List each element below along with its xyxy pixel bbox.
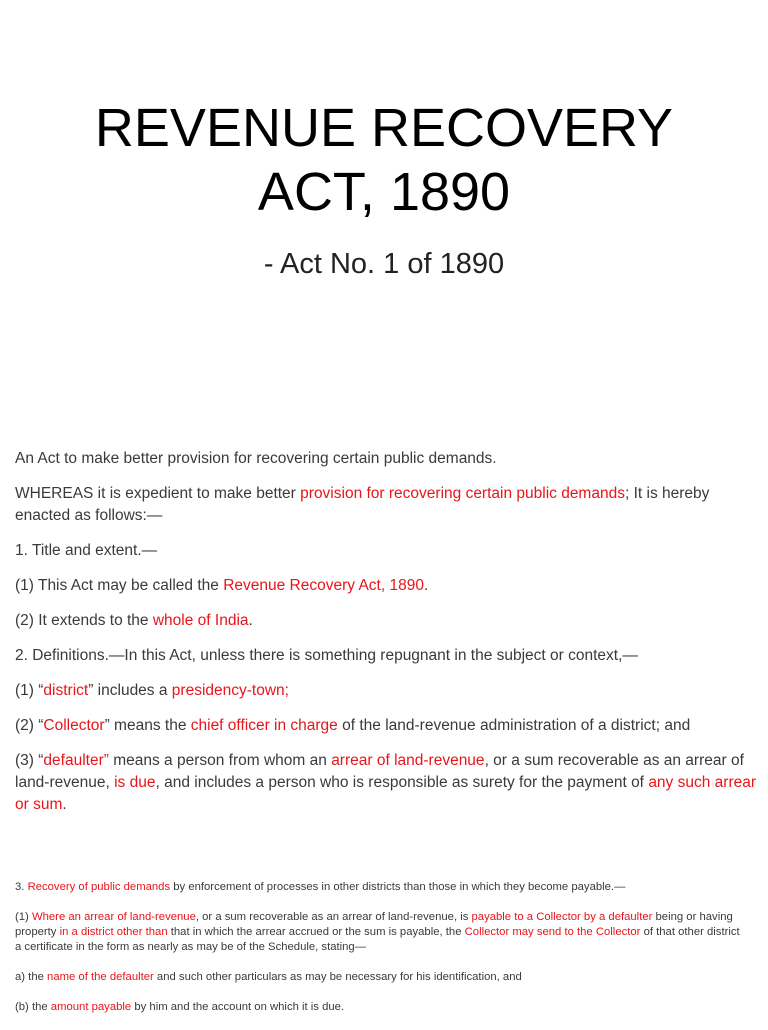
- highlight: in a district other than: [59, 926, 168, 938]
- highlight: payable to a Collector by a defaulter: [471, 911, 653, 923]
- section-1-heading: 1. Title and extent.—: [15, 542, 158, 559]
- whereas-clause: WHEREAS it is expedient to make better provision for recovering certain public demands; It is hereby enacted as follows:—: [15, 485, 710, 524]
- section-1-1: (1) This Act may be called the Revenue Recovery Act, 1890.: [15, 577, 429, 594]
- highlight: chief officer in charge: [190, 717, 338, 734]
- highlight: Collector: [43, 717, 105, 734]
- highlight: whole of India: [152, 612, 249, 629]
- title-line-2: ACT, 1890: [257, 162, 511, 222]
- section-1-2: (2) It extends to the whole of India.: [15, 612, 253, 629]
- highlight: provision for recovering certain public demands: [300, 485, 625, 502]
- highlight: defaulter”: [43, 752, 109, 769]
- section-2-3: (3) “defaulter” means a person from whom an arrear of land-revenue, or a sum recoverable as an arrear of land-revenue, is due, and includes a person who is responsible as surety for the payment of any such arrear or sum.: [15, 752, 757, 813]
- highlight: Recovery of public demands: [27, 881, 171, 893]
- section-2-heading: 2. Definitions.—In this Act, unless there is something repugnant in the subject or context,—: [15, 647, 638, 664]
- act-body: [15, 448, 760, 829]
- title-line-1: REVENUE RECOVERY: [94, 98, 674, 158]
- highlight: is due: [114, 774, 156, 791]
- highlight: name of the defaulter: [47, 971, 154, 983]
- highlight: Collector may send to the Collector: [464, 926, 641, 938]
- preamble: An Act to make better provision for recovering certain public demands.: [15, 450, 497, 467]
- highlight: Where an arrear of land-revenue: [31, 911, 196, 923]
- highlight: presidency-town;: [171, 682, 289, 699]
- section-3-a: a) the name of the defaulter and such other particulars as may be necessary for his identification, and: [15, 971, 522, 983]
- highlight: arrear of land-revenue: [331, 752, 485, 769]
- section-3-heading: 3. Recovery of public demands by enforcement of processes in other districts than those in which they become payable.—: [15, 881, 626, 893]
- subtitle: - Act No. 1 of 1890: [263, 248, 505, 280]
- highlight: district: [43, 682, 89, 699]
- highlight: amount payable: [50, 1001, 132, 1013]
- page-title: [0, 96, 768, 224]
- section-2-1: (1) “district” includes a presidency-town;: [15, 682, 289, 699]
- highlight: Revenue Recovery Act, 1890: [223, 577, 424, 594]
- fine-print: [15, 880, 743, 1030]
- section-2-2: (2) “Collector” means the chief officer in charge of the land-revenue administration of a district; and: [15, 717, 691, 734]
- highlight: any such arrear or sum: [15, 774, 757, 813]
- section-3-b: (b) the amount payable by him and the account on which it is due.: [15, 1001, 345, 1013]
- section-3-1: (1) Where an arrear of land-revenue, or a sum recoverable as an arrear of land-revenue, is payable to a Collector by a defaulter being or having property in a district other than that in which the arrear accrued or the sum is payable, the Collector may send to the Collector of that other district a certificate in the form as nearly as may be of the Schedule, stating—: [15, 911, 740, 953]
